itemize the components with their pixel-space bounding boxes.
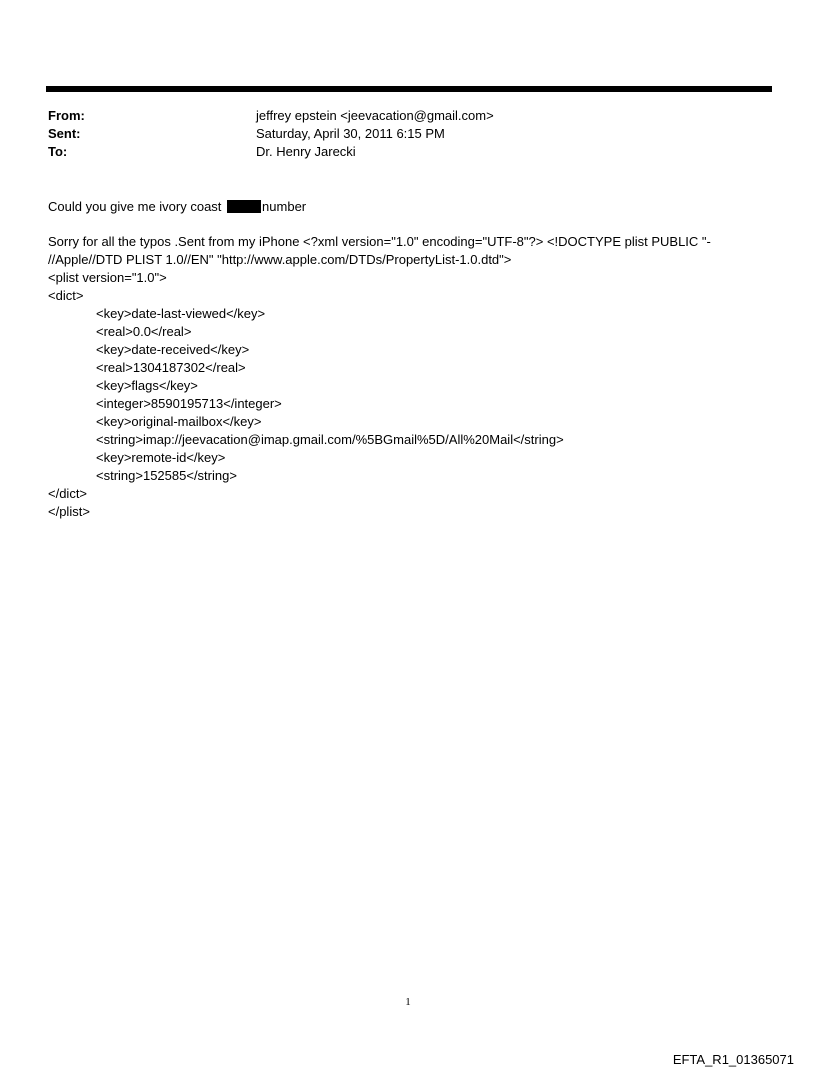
body-line-2: //Apple//DTD PLIST 1.0//EN" "http://www.apple.com/DTDs/PropertyList-1.0.dtd"> xyxy=(48,252,512,267)
dict-line: <real>1304187302</real> xyxy=(96,360,246,375)
body-line-3: <plist version="1.0"> xyxy=(48,270,167,285)
dict-line: <string>imap://jeevacation@imap.gmail.com/%5BGmail%5D/All%20Mail</string> xyxy=(96,432,564,447)
close-dict-line: </dict> xyxy=(48,486,88,501)
redaction-box xyxy=(227,200,261,213)
sent-label: Sent: xyxy=(48,126,81,141)
body-line-1: Sorry for all the typos .Sent from my iPhone <?xml version="1.0" encoding="UTF-8"?> <!DOCTYPE plist PUBLIC "- xyxy=(48,234,711,249)
from-label: From: xyxy=(48,108,85,123)
question-text-before: Could you give me ivory coast xyxy=(48,199,222,214)
dict-line: <key>remote-id</key> xyxy=(96,450,226,465)
dict-line: <integer>8590195713</integer> xyxy=(96,396,282,411)
dict-line: <key>date-last-viewed</key> xyxy=(96,306,266,321)
dict-line: <string>152585</string> xyxy=(96,468,237,483)
from-value: jeffrey epstein <jeevacation@gmail.com> xyxy=(256,108,494,123)
to-value: Dr. Henry Jarecki xyxy=(256,144,356,159)
message-question xyxy=(48,198,306,215)
dict-line: <key>date-received</key> xyxy=(96,342,250,357)
page-number: 1 xyxy=(405,996,411,1008)
dict-line: <key>original-mailbox</key> xyxy=(96,414,262,429)
header-rule xyxy=(46,86,772,92)
question-text-after: number xyxy=(262,199,307,214)
dict-line: <real>0.0</real> xyxy=(96,324,192,339)
dict-line: <key>flags</key> xyxy=(96,378,198,393)
close-plist-line: </plist> xyxy=(48,504,90,519)
bates-number: EFTA_R1_01365071 xyxy=(672,1052,794,1067)
to-label: To: xyxy=(48,144,68,159)
sent-value: Saturday, April 30, 2011 6:15 PM xyxy=(256,126,445,141)
body-line-4: <dict> xyxy=(48,288,84,303)
